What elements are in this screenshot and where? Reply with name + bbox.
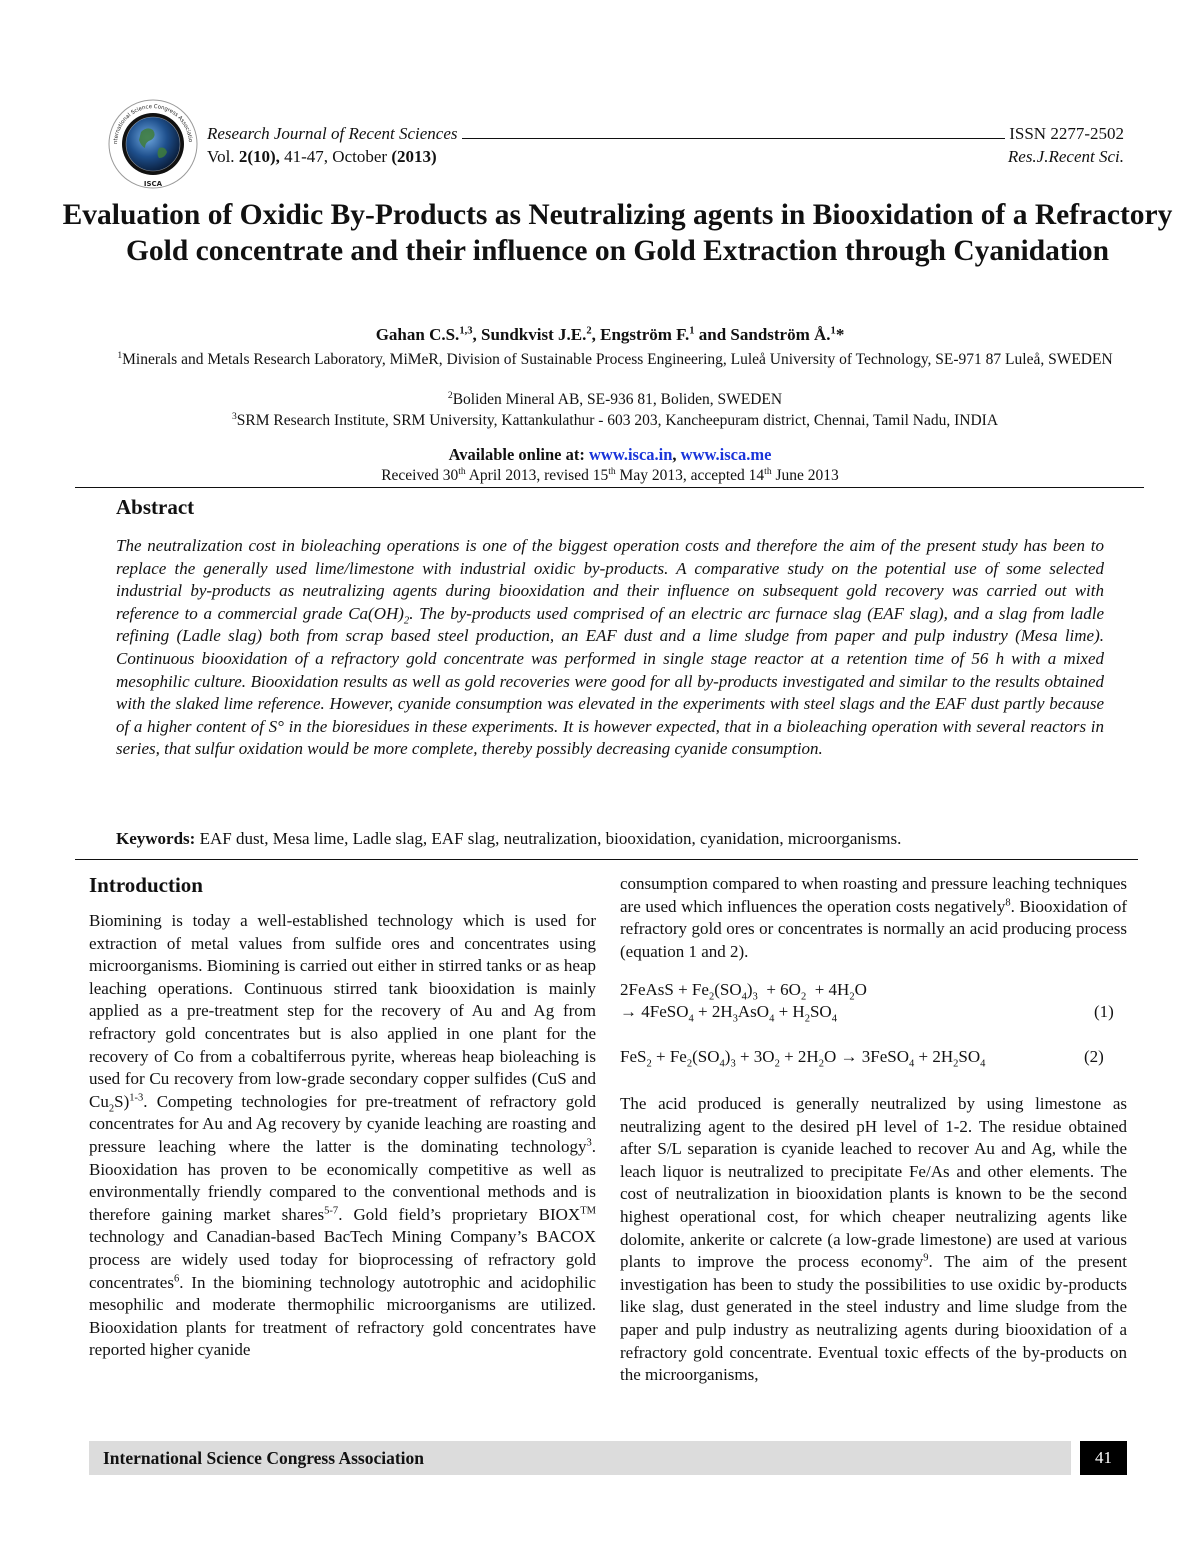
equation-1-number: (1) bbox=[1094, 1002, 1114, 1021]
page-number: 41 bbox=[1080, 1441, 1127, 1475]
equation-1-line-1: 2FeAsS + $Fe_2(SO_4)_3 + 6O_2 + 4H_2O$ bbox=[620, 980, 867, 1003]
availability-line: Available online at: www.isca.in, www.isca.me bbox=[448, 445, 772, 464]
link-isca-me[interactable]: www.isca.me bbox=[680, 445, 772, 464]
equation-1-line-2: → 4FeSO$_4$ + $2H_3AsO_4 + H_2SO_4$ bbox=[620, 1002, 837, 1025]
abstract-heading: Abstract bbox=[116, 495, 195, 519]
introduction-heading: Introduction bbox=[89, 873, 203, 897]
logo-acronym: ISCA bbox=[143, 180, 163, 188]
equation-2-number: (2) bbox=[1084, 1047, 1104, 1066]
author-list: Gahan C.S.$^{1,3}$, Sundkvist J.E.$^2$, Engström F.$^1$ and Sandström Å.$^1$* bbox=[375, 325, 845, 344]
affiliation-2: $^2$Boliden Mineral AB, SE-936 81, Boliden, SWEDEN bbox=[447, 389, 783, 408]
introduction-column-left: Biomining is today a well-established technology which is used for extraction of metal values from sulfide ores and concentrates using microorganisms. Biomining is carried out either in stirred tanks or as heap leaching operations. Continuous stirred tank biooxidation is mainly applied as a pre-treatment step for the recovery of Au and Ag from refractory gold concentrates but is also applied in one plant for the recovery of Co from a cobaltiferrous pyrite, whereas heap bioleaching is used for Cu recovery from low-grade secondary copper sulfides (CuS and $Cu_2S)^{1-3}$. Competing technologies for pre-treatment of refractory gold concentrates for Au and Ag recovery by cyanide leaching are roasting and pressure leaching where the latter is the dominating technology$^3$. Biooxidation has proven to be economically competitive as well as environmentally friendly compared to the conventional methods and is therefore gaining market shares$^{5-7}$. Gold field’s proprietary BIOX™ technology and Canadian-based BacTech Mining Company’s BACOX process are widely used today for bioprocessing of refractory gold concentrates$^6$. In the biomining technology autotrophic and acidophilic mesophilic and moderate thermophilic microorganisms are utilized. Biooxidation plants for treatment of refractory gold concentrates have reported higher cyanide bbox=[89, 911, 596, 1360]
journal-issn: ISSN 2277-2502 bbox=[1009, 124, 1124, 143]
affiliation-3: $^3$SRM Research Institute, SRM University, Kattankulathur - 603 203, Kancheepuram district, Chennai, Tamil Nadu, INDIA bbox=[231, 410, 999, 429]
journal-name: Research Journal of Recent Sciences bbox=[207, 124, 458, 143]
introduction-column-right-bottom: The acid produced is generally neutralized by using limestone as neutralizing agent to the desired pH level of 1-2. The residue obtained after S/L separation is cyanide leached to recover Au and Ag, while the leach liquor is neutralized to precipitate Fe/As and other elements. The cost of neutralization in biooxidation plants is known to be the second highest operational cost, for which cheaper neutralizing agents like dolomite, ankerite or calcrete (a low-grade limestone) are used at various plants to improve the process economy$^9$. The aim of the present investigation has been to study the possibilities to use oxidic by-products like slag, dust generated in the steel industry and lime sludge from the paper and pulp industry as neutralizing agents during biooxidation of a refractory gold concentrate. Eventual toxic effects of the by-products on the microorganisms, bbox=[620, 1094, 1127, 1385]
keywords-label: Keywords: bbox=[116, 829, 196, 848]
logo-text: nternational Science Congress Associatio bbox=[112, 103, 193, 145]
affiliation-1: $^1$Minerals and Metals Research Laboratory, MiMeR, Division of Sustainable Process Engineering, Luleå University of Technology, SE-971 87 Luleå, SWEDEN bbox=[117, 349, 1113, 368]
paper-title: Evaluation of Oxidic By-Products as Neutralizing agents in Biooxidation of a Refractory Gold concentrate and their influence on Gold Extraction through Cyanidation bbox=[62, 199, 1173, 267]
divider-top bbox=[75, 487, 1144, 488]
abstract-text: The neutralization cost in bioleaching operations is one of the biggest operation costs and therefore the aim of the present study has been to replace the generally used lime/limestone with industrial oxidic by-products. A comparative study on the potential use of some selected industrial by-products as neutralizing agents during biooxidation and their influence on subsequent gold recovery was carried out with reference to a commercial grade $Ca(OH)_2$. The by-products used comprised of an electric arc furnace slag (EAF slag), and a slag from ladle refining (Ladle slag) both from scrap based steel production, an EAF dust and a lime sludge from paper and pulp industry (Mesa lime). Continuous biooxidation of a refractory gold concentrate was performed in single stage reactor at a retention time of 56 h with a mixed mesophilic culture. Biooxidation results as well as gold recoveries were good for all by-products investigated and similar to the results obtained with the slaked lime reference. However, cyanide consumption was elevated in the experiments with steel slags and the EAF dust partly because of a higher content of S° in the bioresidues in these experiments. It is however expected, that in a bioleaching operation with several reactors in series, that sulfur oxidation would be more complete, thereby possibly decreasing cyanide consumption. bbox=[116, 536, 1104, 759]
footer-organization: International Science Congress Association bbox=[103, 1448, 424, 1468]
journal-header-line2 bbox=[207, 147, 1124, 167]
header-rule bbox=[462, 124, 1006, 139]
divider-bottom bbox=[75, 859, 1138, 860]
journal-abbrev: Res.J.Recent Sci. bbox=[1007, 147, 1124, 166]
isca-logo bbox=[105, 98, 201, 190]
equation-2: $FeS_2 + Fe_2(SO_4)_3 + 3O_2 + 2H_2O$ → 3FeSO$_4$ + $2H_2SO_4$ bbox=[620, 1047, 986, 1070]
keywords: Keywords: EAF dust, Mesa lime, Ladle slag, EAF slag, neutralization, biooxidation, cyanidation, microorganisms. bbox=[116, 829, 902, 848]
received-dates: Received 30th April 2013, revised 15th May 2013, accepted 14th June 2013 bbox=[381, 465, 839, 484]
volume-info: Vol. 2(10), 41-47, October (2013) bbox=[207, 147, 437, 166]
link-isca-in[interactable]: www.isca.in bbox=[588, 445, 673, 464]
introduction-column-right-top: consumption compared to when roasting and pressure leaching techniques are used which influences the operation costs negatively$^8$. Biooxidation of refractory gold ores or concentrates is normally an acid producing process (equation 1 and 2). bbox=[620, 874, 1127, 961]
journal-header-line1 bbox=[207, 124, 1124, 144]
